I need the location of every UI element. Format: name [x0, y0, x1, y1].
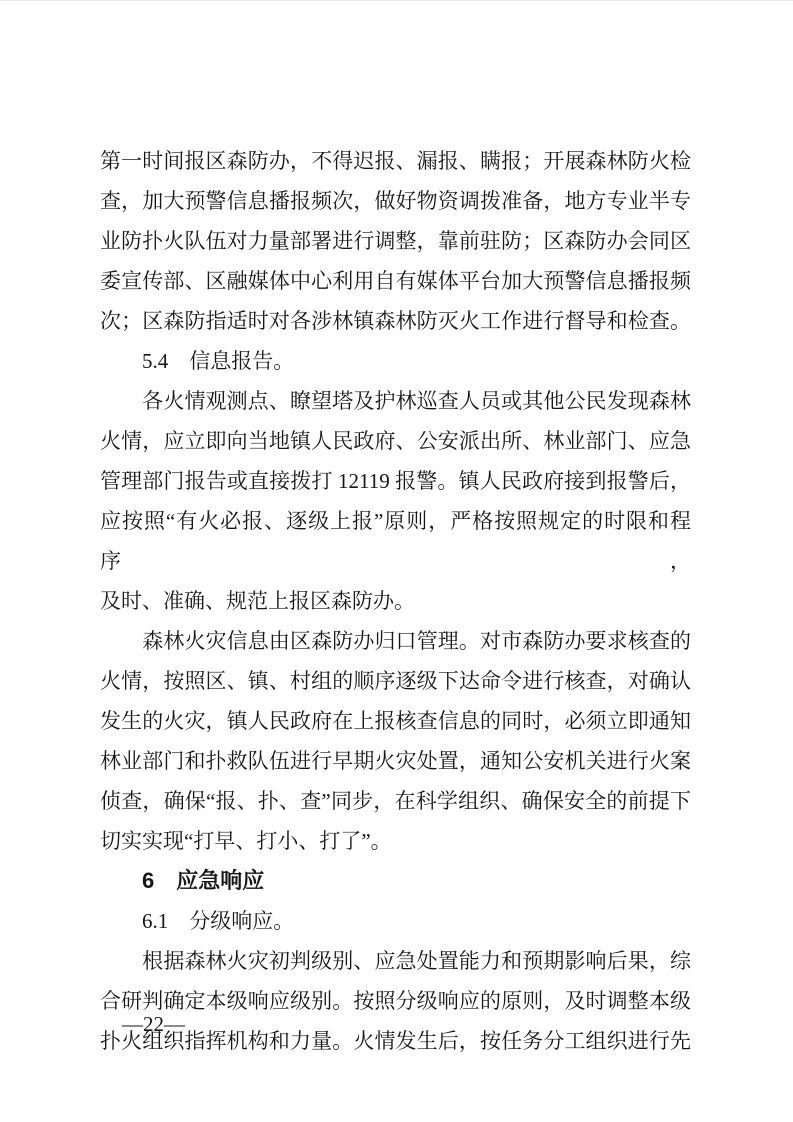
paragraph-line: 次；区森防指适时对各涉林镇森林防灭火工作进行督导和检查。	[100, 309, 691, 333]
page-footer	[122, 1004, 185, 1044]
paragraph-line: 切实实现“打早、打小、打了”。	[100, 829, 392, 853]
paragraph-line: 应按照“有火必报、逐级上报”原则，严格按照规定的时限和程序，	[100, 509, 691, 573]
paragraph-line: 森林火灾信息由区森防办归口管理。对市森防办要求核查的	[100, 629, 691, 653]
paragraph-line: 侦查，确保“报、扑、查”同步，在科学组织、确保安全的前提下	[100, 789, 691, 813]
paragraph-line: 管理部门报告或直接拨打 12119 报警。镇人民政府接到报警后，	[100, 469, 691, 493]
paragraph-line: 各火情观测点、瞭望塔及护林巡查人员或其他公民发现森林	[100, 389, 691, 413]
page-number: —22—	[122, 1012, 185, 1036]
paragraph-line: 及时、准确、规范上报区森防办。	[100, 589, 415, 613]
paragraph-line: 业防扑火队伍对力量部署进行调整，靠前驻防；区森防办会同区	[100, 229, 691, 253]
paragraph-line: 火情，应立即向当地镇人民政府、公安派出所、林业部门、应急	[100, 429, 691, 453]
paragraph-line: 根据森林火灾初判级别、应急处置能力和预期影响后果，综	[100, 949, 691, 973]
subsection-heading: 5.4 信息报告。	[142, 349, 295, 373]
paragraph-line: 合研判确定本级响应级别。按照分级响应的原则，及时调整本级	[100, 989, 691, 1013]
paragraph-line: 发生的火灾，镇人民政府在上报核查信息的同时，必须立即通知	[100, 709, 691, 733]
paragraph-line: 委宣传部、区融媒体中心利用自有媒体平台加大预警信息播报频	[100, 269, 691, 293]
subsection-heading: 6.1 分级响应。	[142, 909, 295, 933]
paragraph-line: 扑火组织指挥机构和力量。火情发生后，按任务分工组织进行先	[100, 1029, 691, 1053]
paragraph-line: 第一时间报区森防办，不得迟报、漏报、瞒报；开展森林防火检	[100, 149, 691, 173]
section-heading: 6 应急响应	[142, 868, 265, 893]
document-body	[100, 141, 691, 1061]
paragraph-line: 查，加大预警信息播报频次，做好物资调拨准备，地方专业半专	[100, 189, 691, 213]
paragraph-line: 林业部门和扑救队伍进行早期火灾处置，通知公安机关进行火案	[100, 749, 691, 773]
paragraph-line: 火情，按照区、镇、村组的顺序逐级下达命令进行核查，对确认	[100, 669, 691, 693]
